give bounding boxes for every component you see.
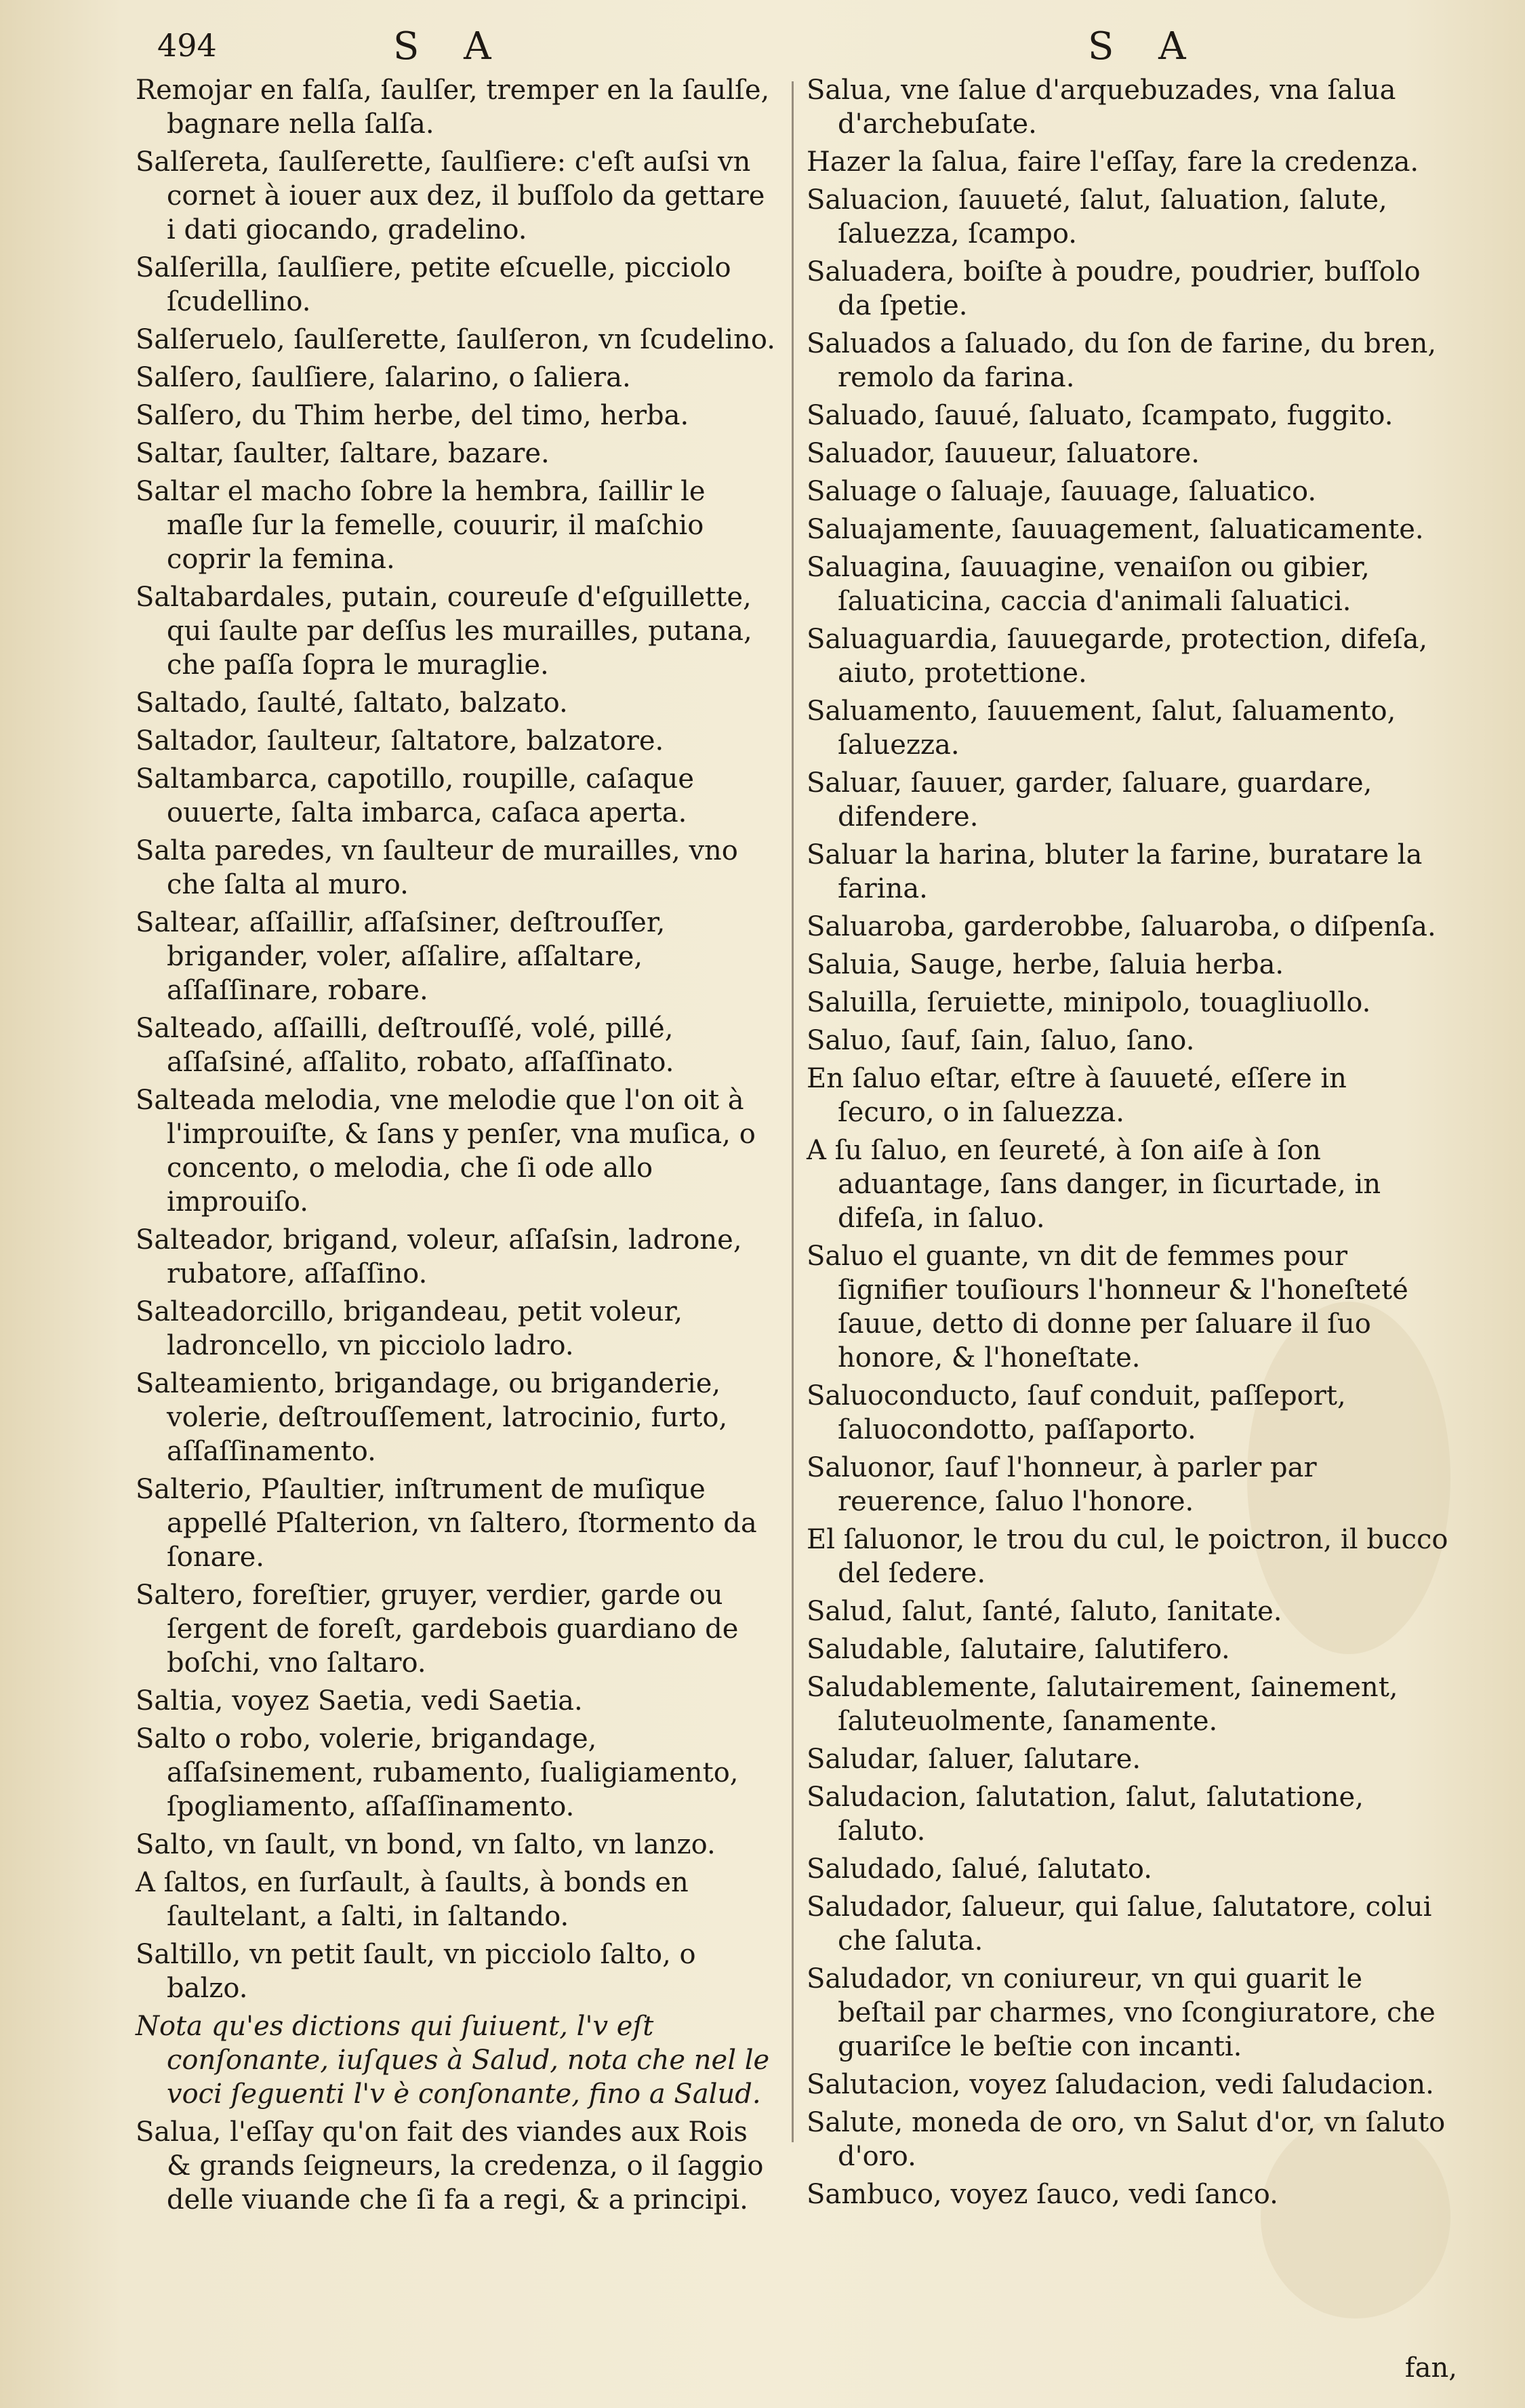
dictionary-entry: Salto, vn ſault, vn bond, vn ſalto, vn lanzo.	[136, 1829, 716, 1860]
page-number: 494	[157, 27, 217, 64]
dictionary-entry: Saluar, ſauuer, garder, ſaluare, guardare, difendere.	[807, 767, 1372, 832]
dictionary-entry: Saltabardales, putain, coureuſe d'eſguillette, qui ſaulte par deſſus les murailles, putana, che paſſa ſopra le muraglie.	[136, 582, 752, 681]
dictionary-entry: Salteado, aſſailli, deſtrouſſé, volé, pillé, aſſaſsiné, aſſalito, robato, aſſaſſinato.	[136, 1013, 674, 1078]
dictionary-entry: Saludablemente, ſalutairement, ſainement, ſaluteuolmente, ſanamente.	[807, 1672, 1398, 1737]
dictionary-entry: Salute, moneda de oro, vn Salut d'or, vn ſaluto d'oro.	[807, 2107, 1446, 2172]
dictionary-entry: Saluia, Sauge, herbe, ſaluia herba.	[807, 949, 1284, 980]
dictionary-entry: Saluajamente, ſauuagement, ſaluaticamente.	[807, 514, 1424, 545]
dictionary-entry: Saluados a ſaluado, du ſon de farine, du bren, remolo da farina.	[807, 328, 1437, 393]
dictionary-entry: Salſerilla, ſaulſiere, petite eſcuelle, picciolo ſcudellino.	[136, 252, 731, 317]
dictionary-entry: Saluacion, ſauueté, ſalut, ſaluation, ſalute, ſaluezza, ſcampo.	[807, 184, 1387, 249]
dictionary-entry: Saludacion, ſalutation, ſalut, ſalutatione, ſaluto.	[807, 1782, 1364, 1847]
dictionary-entry: Saltado, ſaulté, ſaltato, balzato.	[136, 687, 568, 719]
dictionary-entry: Saluilla, ſeruiette, minipolo, touagliuollo.	[807, 987, 1371, 1018]
dictionary-entry: Salua, vne ſalue d'arquebuzades, vna ſalua d'archebuſate.	[807, 75, 1396, 140]
dictionary-entry: Saluadera, boiſte à poudre, poudrier, buſſolo da ſpetie.	[807, 256, 1421, 321]
dictionary-entry: Saluo el guante, vn dit de femmes pour ſignifier touſiours l'honneur & l'honeſteté ſauue, detto di donne per ſaluare il ſuo honore, & l'honeſtate.	[807, 1241, 1408, 1373]
dictionary-entry: Saluaguardia, ſauuegarde, protection, difeſa, aiuto, protettione.	[807, 624, 1428, 689]
dictionary-entry: Salſeruelo, ſaulſerette, ſaulſeron, vn ſcudelino.	[136, 324, 775, 355]
dictionary-entry: Hazer la ſalua, faire l'eſſay, fare la credenza.	[807, 146, 1419, 178]
catchword: fan,	[1404, 2352, 1457, 2384]
dictionary-entry: Salteador, brigand, voleur, aſſaſsin, ladrone, rubatore, aſſaſſino.	[136, 1224, 742, 1289]
dictionary-entry: Salteamiento, brigandage, ou briganderie, volerie, deſtrouſſement, latrocinio, furto, aſſaſſinamento.	[136, 1368, 728, 1467]
dictionary-entry: Saluaroba, garderobbe, ſaluaroba, o diſpenſa.	[807, 911, 1436, 942]
dictionary-entry: Saludable, ſalutaire, ſalutifero.	[807, 1634, 1230, 1665]
dictionary-entry: A ſaltos, en ſurſault, à ſaults, à bonds en ſaultelant, a ſalti, in ſaltando.	[136, 1867, 689, 1932]
dictionary-entry: Salſereta, ſaulſerette, ſaulſiere: c'eſt auſsi vn cornet à iouer aux dez, il buſſolo da gettare i dati giocando, gradelino.	[136, 146, 765, 245]
dictionary-entry: Saludador, vn coniureur, vn qui guarit le beſtail par charmes, vno ſcongiuratore, che guariſce le beſtie con incanti.	[807, 1963, 1436, 2062]
running-head-left: S A	[393, 24, 508, 68]
dictionary-entry: El ſaluonor, le trou du cul, le poictron, il bucco del ſedere.	[807, 1524, 1448, 1589]
dictionary-entry: Remojar en falſa, ſaulſer, tremper en la ſaulſe, bagnare nella ſalſa.	[136, 75, 770, 140]
dictionary-entry: Salto o robo, volerie, brigandage, aſſaſsinement, rubamento, ſualigiamento, ſpogliamento, aſſaſſinamento.	[136, 1723, 739, 1822]
dictionary-entry: Salſero, ſaulſiere, ſalarino, o ſaliera.	[136, 362, 631, 393]
dictionary-entry: Saluagina, ſauuagine, venaiſon ou gibier, ſaluaticina, caccia d'animali ſaluatici.	[807, 552, 1370, 617]
column-divider	[792, 81, 794, 2142]
dictionary-entry: Sambuco, voyez ſauco, vedi ſanco.	[807, 2179, 1278, 2210]
dictionary-entry: Saluado, ſauué, ſaluato, ſcampato, fuggito.	[807, 400, 1394, 431]
dictionary-entry: Saludador, ſalueur, qui ſalue, ſalutatore, colui che ſaluta.	[807, 1891, 1432, 1956]
dictionary-entry: Salteada melodia, vne melodie que l'on oit à l'improuiſte, & ſans y penſer, vna muſica, o concento, o melodia, che ſi ode allo improuiſo.	[136, 1085, 756, 1218]
dictionary-entry: Saluoconducto, ſauf conduit, paſſeport, ſaluocondotto, paſſaporto.	[807, 1380, 1346, 1445]
dictionary-entry: Salterio, Pſaultier, inſtrument de muſique appellé Pſalterion, vn ſaltero, ſtormento da ſonare.	[136, 1474, 757, 1573]
dictionary-entry: Saltia, voyez Saetia, vedi Saetia.	[136, 1685, 583, 1717]
left-column	[136, 73, 779, 2221]
dictionary-entry: Saltador, ſaulteur, ſaltatore, balzatore.	[136, 725, 664, 757]
dictionary-note: Nota qu'es dictions qui ſuiuent, l'v eſt conſonante, iuſques à Salud, nota che nel le voci ſeguenti l'v è conſonante, fino a Salud.	[136, 2011, 770, 2110]
dictionary-entry: Saltar el macho ſobre la hembra, ſaillir le maſle ſur la femelle, couurir, il maſchio coprir la femina.	[136, 476, 706, 575]
dictionary-entry: Saluo, ſauf, ſain, ſaluo, ſano.	[807, 1025, 1195, 1056]
dictionary-entry: Salſero, du Thim herbe, del timo, herba.	[136, 400, 689, 431]
dictionary-entry: Salteadorcillo, brigandeau, petit voleur, ladroncello, vn picciolo ladro.	[136, 1296, 683, 1361]
dictionary-entry: Saltambarca, capotillo, roupille, caſaque ouuerte, ſalta imbarca, caſaca aperta.	[136, 763, 695, 828]
dictionary-entry: Salta paredes, vn ſaulteur de murailles, vno che ſalta al muro.	[136, 835, 738, 900]
dictionary-entry: Saludado, ſalué, ſalutato.	[807, 1853, 1152, 1885]
dictionary-entry: Salud, ſalut, ſanté, ſaluto, ſanitate.	[807, 1596, 1282, 1627]
dictionary-entry: Salutacion, voyez ſaludacion, vedi ſaludacion.	[807, 2069, 1434, 2100]
dictionary-entry: Saltar, ſaulter, ſaltare, bazare.	[136, 438, 550, 469]
dictionary-entry: Saluonor, ſauf l'honneur, à parler par reuerence, ſaluo l'honore.	[807, 1452, 1317, 1517]
dictionary-entry: Saluador, ſauueur, ſaluatore.	[807, 438, 1200, 469]
dictionary-entry: Saluar la harina, bluter la farine, buratare la farina.	[807, 839, 1423, 904]
dictionary-entry: Saltillo, vn petit ſault, vn picciolo ſalto, o balzo.	[136, 1939, 696, 2004]
dictionary-entry: Saluamento, ſauuement, ſalut, ſaluamento, ſaluezza.	[807, 696, 1396, 761]
dictionary-entry: A ſu ſaluo, en ſeureté, à ſon aiſe à ſon aduantage, ſans danger, in ſicurtade, in difeſa, in ſaluo.	[807, 1135, 1381, 1234]
dictionary-entry: Salua, l'eſſay qu'on fait des viandes aux Rois & grands ſeigneurs, la credenza, o il ſaggio delle viuande che ſi fa a regi, & a principi.	[136, 2116, 764, 2215]
dictionary-entry: Saludar, ſaluer, ſalutare.	[807, 1744, 1141, 1775]
right-column	[807, 73, 1450, 2215]
dictionary-entry: Saltero, foreſtier, gruyer, verdier, garde ou ſergent de foreſt, gardebois guardiano de boſchi, vno ſaltaro.	[136, 1580, 739, 1679]
dictionary-entry: Saltear, aſſaillir, aſſaſsiner, deſtrouſſer, brigander, voler, aſſalire, aſſaltare, aſſaſſinare, robare.	[136, 907, 666, 1006]
dictionary-entry: Saluage o ſaluaje, ſauuage, ſaluatico.	[807, 476, 1317, 507]
running-head-right: S A	[1088, 24, 1202, 68]
dictionary-entry: En ſaluo eſtar, eſtre à ſauueté, eſſere in ſecuro, o in ſaluezza.	[807, 1063, 1347, 1128]
